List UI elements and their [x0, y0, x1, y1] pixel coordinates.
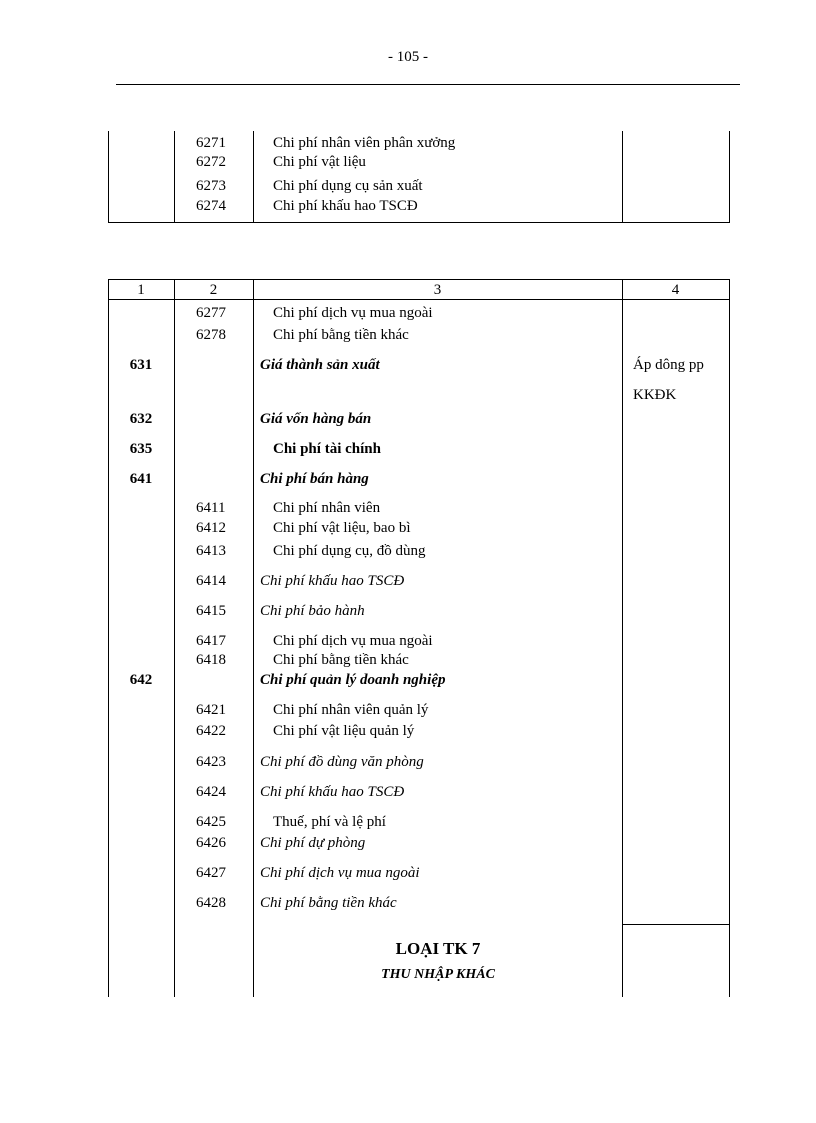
- table-1-border-right: [729, 131, 730, 223]
- column-header-4: 4: [671, 282, 680, 298]
- table-row-code: 6411: [196, 500, 226, 516]
- account-name: Giá thành sản xuất: [260, 357, 380, 373]
- table-row-name: Chi phí bằng tiền khác: [273, 327, 409, 343]
- table-2-border-col2: [174, 279, 175, 997]
- account-name: Chi phí bán hàng: [260, 471, 369, 487]
- column-header-3: 3: [433, 282, 442, 298]
- table-2-border-left: [108, 279, 109, 997]
- table-row-code: 6424: [196, 784, 226, 800]
- table-2-border-col3: [253, 279, 254, 997]
- table-row-name: Chi phí dịch vụ mua ngoài: [273, 305, 433, 321]
- table-row-code: 6427: [196, 865, 226, 881]
- account-number: 642: [129, 672, 153, 688]
- page-number: - 105 -: [388, 49, 428, 65]
- table-row-code: 6423: [196, 754, 226, 770]
- table-row-code: 6273: [196, 178, 226, 194]
- section-subtitle: THU NHẬP KHÁC: [381, 967, 495, 982]
- table-row-code: 6277: [196, 305, 226, 321]
- account-number: 635: [129, 441, 153, 457]
- table-row-code: 6428: [196, 895, 226, 911]
- table-row-name: Chi phí dịch vụ mua ngoài: [273, 633, 433, 649]
- table-1-border-col4: [622, 131, 623, 223]
- table-row-code: 6422: [196, 723, 226, 739]
- table-row-name: Chi phí bằng tiền khác: [273, 652, 409, 668]
- table-2-section-divider: [622, 924, 730, 925]
- table-row-name: Chi phí dụng cụ sản xuất: [273, 178, 423, 194]
- table-2-border-top: [108, 279, 730, 280]
- account-name: Chi phí quản lý doanh nghiệp: [260, 672, 446, 688]
- section-title: LOẠI TK 7: [395, 939, 481, 958]
- table-row-name: Chi phí vật liệu quản lý: [273, 723, 415, 739]
- table-row-name: Chi phí bằng tiền khác: [260, 895, 397, 911]
- table-1-border-col3: [253, 131, 254, 223]
- table-2-border-col4: [622, 279, 623, 997]
- table-row-name: Chi phí vật liệu, bao bì: [273, 520, 411, 536]
- account-number: 641: [129, 471, 153, 487]
- table-row-code: 6418: [196, 652, 226, 668]
- table-row-code: 6415: [196, 603, 226, 619]
- table-2-border-right: [729, 279, 730, 997]
- account-name: Giá vốn hàng bán: [260, 411, 372, 427]
- table-row-name: Chi phí dụng cụ, đồ dùng: [273, 543, 426, 559]
- table-row-code: 6426: [196, 835, 226, 851]
- table-row-name: Chi phí khấu hao TSCĐ: [260, 573, 405, 589]
- account-number: 632: [129, 411, 153, 427]
- table-row-name: Chi phí dịch vụ mua ngoài: [260, 865, 420, 881]
- table-row-name: Chi phí nhân viên quản lý: [273, 702, 429, 718]
- table-row-code: 6278: [196, 327, 226, 343]
- table-row-code: 6414: [196, 573, 226, 589]
- table-row-code: 6274: [196, 198, 226, 214]
- table-2-header-divider: [108, 299, 730, 300]
- table-row-name: Chi phí vật liệu: [273, 154, 366, 170]
- table-row-code: 6272: [196, 154, 226, 170]
- table-1-border-left: [108, 131, 109, 223]
- table-row-code: 6412: [196, 520, 226, 536]
- table-row-name: Chi phí bảo hành: [260, 603, 365, 619]
- account-name: Chi phí tài chính: [273, 441, 381, 457]
- table-row-code: 6425: [196, 814, 226, 830]
- column-header-2: 2: [209, 282, 218, 298]
- table-row-name: Chi phí dự phòng: [260, 835, 366, 851]
- table-row-name: Chi phí khấu hao TSCĐ: [260, 784, 405, 800]
- table-row-name: Chi phí khấu hao TSCĐ: [273, 198, 418, 214]
- note-text: KKĐK: [633, 387, 677, 403]
- column-header-1: 1: [137, 282, 145, 298]
- table-row-code: 6421: [196, 702, 226, 718]
- table-row-name: Chi phí đồ dùng văn phòng: [260, 754, 424, 770]
- header-rule: [116, 84, 740, 85]
- account-number: 631: [129, 357, 153, 373]
- table-row-name: Thuế, phí và lệ phí: [273, 814, 386, 830]
- table-1-border-col2: [174, 131, 175, 223]
- table-row-name: Chi phí nhân viên phân xưởng: [273, 135, 456, 151]
- table-row-code: 6417: [196, 633, 226, 649]
- table-row-code: 6413: [196, 543, 226, 559]
- table-1-border-bottom: [108, 222, 730, 223]
- table-row-name: Chi phí nhân viên: [273, 500, 381, 516]
- table-row-code: 6271: [196, 135, 226, 151]
- note-text: Áp dông pp: [633, 357, 704, 373]
